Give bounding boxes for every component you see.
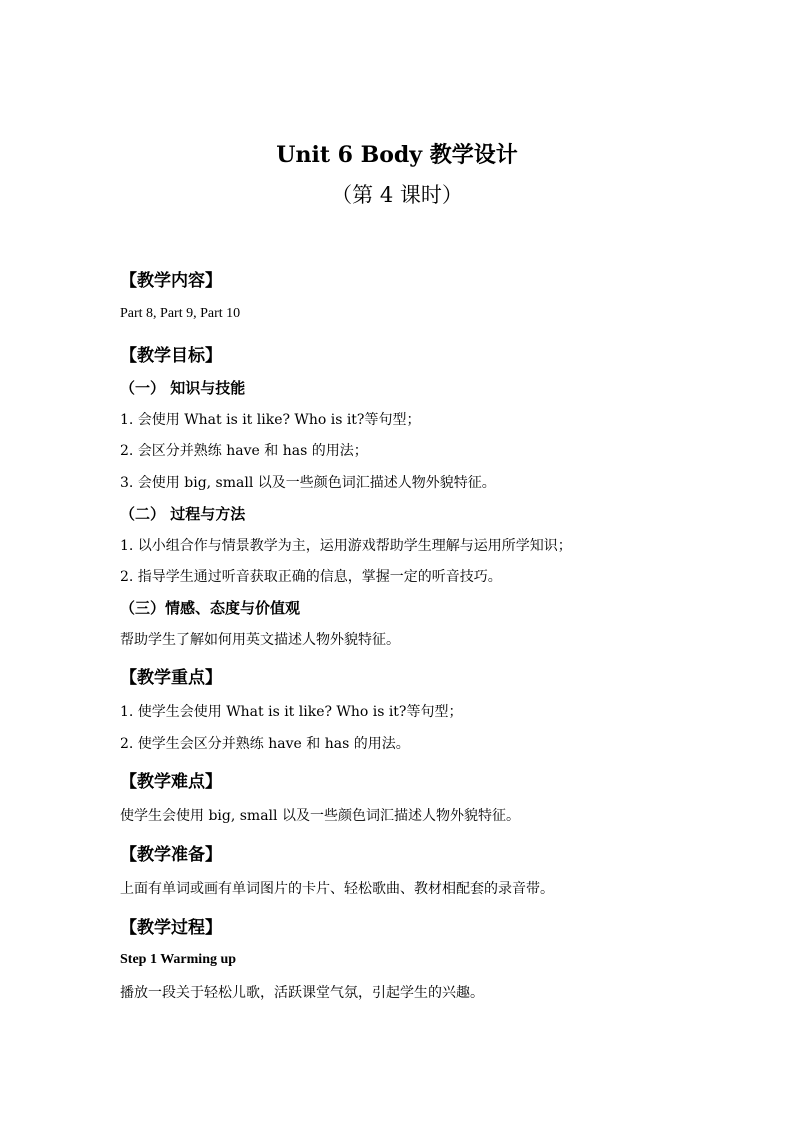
- preparation-text: 上面有单词或画有单词图片的卡片、轻松歌曲、教材相配套的录音带。: [120, 881, 554, 897]
- document-subtitle: （第 4 课时）: [331, 183, 463, 207]
- subheading-emotion-values: （三）情感、态度与价值观: [120, 599, 301, 617]
- heading-preparation: 【教学准备】: [120, 845, 222, 865]
- step-1-title: Step 1 Warming up: [120, 952, 237, 967]
- objective-item-1: 1. 会使用 What is it like? Who is it?等句型；: [120, 412, 421, 428]
- subheading-process-methods: （二） 过程与方法: [120, 505, 246, 523]
- heading-difficulties: 【教学难点】: [120, 772, 222, 792]
- difficulties-text: 使学生会使用 big, small 以及一些颜色词汇描述人物外貌特征。: [120, 808, 520, 824]
- document-title: Unit 6 Body 教学设计: [276, 142, 518, 168]
- method-item-2: 2. 指导学生通过听音获取正确的信息，掌握一定的听音技巧。: [120, 569, 502, 585]
- step-1-text: 播放一段关于轻松儿歌，活跃课堂气氛，引起学生的兴趣。: [120, 985, 484, 1001]
- content-text: Part 8, Part 9, Part 10: [120, 306, 241, 321]
- heading-content: 【教学内容】: [120, 271, 222, 291]
- subheading-knowledge-skills: （一） 知识与技能: [120, 379, 246, 397]
- method-item-1: 1. 以小组合作与情景教学为主，运用游戏帮助学生理解与运用所学知识；: [120, 538, 572, 554]
- heading-objectives: 【教学目标】: [120, 346, 222, 366]
- objective-item-2: 2. 会区分并熟练 have 和 has 的用法；: [120, 443, 368, 459]
- key-point-item-1: 1. 使学生会使用 What is it like? Who is it?等句型；: [120, 704, 463, 720]
- objective-item-3: 3. 会使用 big, small 以及一些颜色词汇描述人物外貌特征。: [120, 475, 496, 491]
- heading-process: 【教学过程】: [120, 918, 222, 938]
- emotion-text: 帮助学生了解如何用英文描述人物外貌特征。: [120, 632, 400, 648]
- key-point-item-2: 2. 使学生会区分并熟练 have 和 has 的用法。: [120, 736, 410, 752]
- heading-key-points: 【教学重点】: [120, 668, 222, 688]
